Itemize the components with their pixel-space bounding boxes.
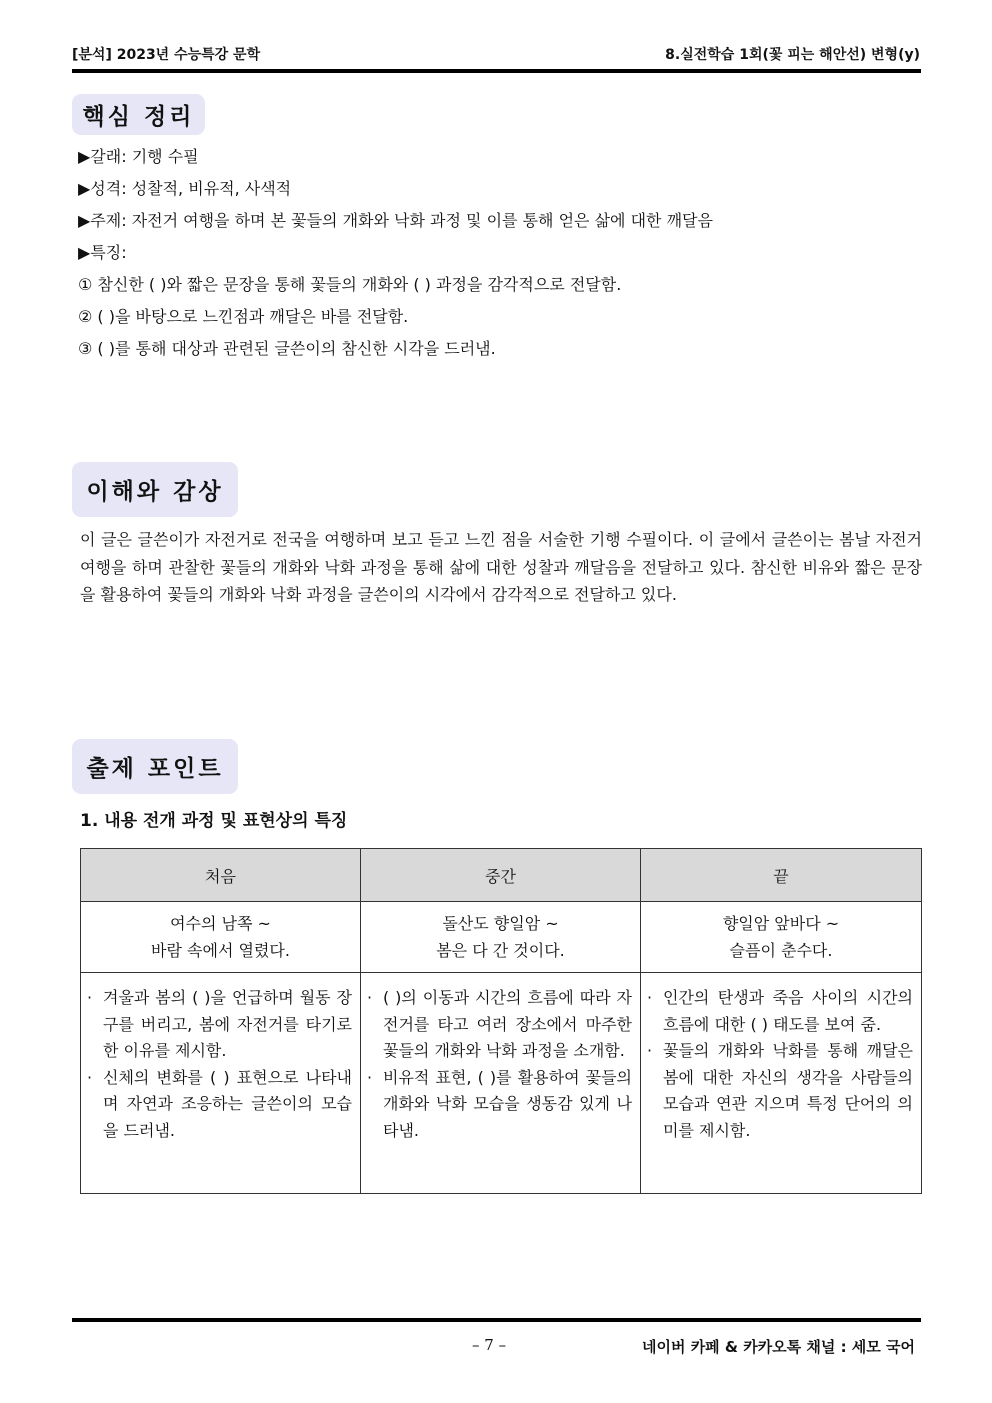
range-start: 향일암 앞바다 ~ <box>722 914 840 933</box>
page-header <box>72 44 920 66</box>
feature-bullet: · 인간의 탄생과 죽음 사이의 시간의 흐름에 대한 ( ) 태도를 보여 줌. <box>647 985 913 1038</box>
section-title-points: 출제 포인트 <box>72 739 238 794</box>
bullet-mark: · <box>647 1041 653 1060</box>
summary-character: ▶성격: 성찰적, 비유적, 사색적 <box>78 179 292 198</box>
range-cell-middle <box>361 902 641 973</box>
bullet-mark: · <box>367 988 373 1007</box>
section-title-summary: 핵심 정리 <box>72 94 205 135</box>
range-cell-end <box>641 902 922 973</box>
points-subheading: 1. 내용 전개 과정 및 표현상의 특징 <box>80 811 348 831</box>
bullet-mark: · <box>87 1067 93 1087</box>
bullet-mark: · <box>87 988 93 1007</box>
footer-channel: 네이버 카페 & 카카오톡 채널 : 세모 국어 <box>642 1338 915 1356</box>
header-right-title: 8.실전학습 1회(꽃 피는 해안선) 변형(y) <box>665 47 920 63</box>
table-header-row <box>81 849 922 902</box>
feature-bullet: · 신체의 변화를 ( ) 표현으로 나타내며 자연과 조응하는 글쓴이의 모습을 드러냄. <box>87 1065 352 1145</box>
feature-bullet: · 꽃들의 개화와 낙화를 통해 깨달은 봄에 대한 자신의 생각을 사람들의 모습과 연관 지으며 특정 단어의 의미를 제시함. <box>647 1038 913 1144</box>
summary-feature-3: ③ ( )를 통해 대상과 관련된 글쓴이의 참신한 시각을 드러냄. <box>78 339 496 358</box>
structure-table <box>80 848 922 1194</box>
table-feature-row <box>81 973 922 1194</box>
footer-rule <box>72 1318 921 1322</box>
table-range-row <box>81 902 922 973</box>
feature-cell-middle <box>361 973 641 1194</box>
feature-bullet: · 비유적 표현, ( )를 활용하여 꽃들의 개화와 낙화 모습을 생동감 있게 나타냄. <box>367 1065 632 1145</box>
range-end: 슬픔이 춘수다. <box>729 941 833 960</box>
header-cell-beginning: 처음 <box>81 849 361 902</box>
range-start: 돌산도 향일암 ~ <box>442 914 559 933</box>
feature-bullet: · 겨울과 봄의 ( )을 언급하며 월동 장구를 버리고, 봄에 자전거를 타기로 한 이유를 제시함. <box>87 985 352 1065</box>
range-start: 여수의 남쪽 ~ <box>170 914 271 933</box>
bullet-mark: · <box>367 1067 373 1087</box>
header-cell-end: 끝 <box>641 849 922 902</box>
range-end: 봄은 다 간 것이다. <box>436 941 565 960</box>
summary-feature-1: ① 참신한 ( )와 짧은 문장을 통해 꽃들의 개화와 ( ) 과정을 감각적으로 전달함. <box>78 275 622 294</box>
feature-cell-beginning <box>81 973 361 1194</box>
header-left-title: [분석] 2023년 수능특강 문학 <box>72 47 261 63</box>
summary-genre: ▶갈래: 기행 수필 <box>78 147 199 166</box>
header-rule <box>72 69 921 73</box>
header-cell-middle: 중간 <box>361 849 641 902</box>
bullet-mark: · <box>647 988 653 1007</box>
section-title-appreciation: 이해와 감상 <box>72 462 238 517</box>
range-end: 바람 속에서 열렸다. <box>151 941 290 960</box>
feature-cell-end <box>641 973 922 1194</box>
page-number: – 7 – <box>472 1336 507 1354</box>
summary-list <box>78 144 918 368</box>
summary-feature-2: ② ( )을 바탕으로 느낀점과 깨달은 바를 전달함. <box>78 307 409 326</box>
summary-features-label: ▶특징: <box>78 243 127 262</box>
appreciation-paragraph: 이 글은 글쓴이가 자전거로 전국을 여행하며 보고 듣고 느낀 점을 서술한 기행 수필이다. 이 글에서 글쓴이는 봄날 자전거 여행을 하며 관찰한 꽃들의 개화와 낙화 과정을 통해 삶에 대한 성찰과 깨달음을 전달하고 있다. 참신한 비유와 짧은 문장을 활용하여 꽃들의 개화와 낙화 과정을 글쓴이의 시각에서 감각적으로 전달하고 있다. <box>80 530 922 604</box>
feature-bullet: · ( )의 이동과 시간의 흐름에 따라 자전거를 타고 여러 장소에서 마주한 꽃들의 개화와 낙화 과정을 소개함. <box>367 985 632 1065</box>
summary-theme: ▶주제: 자전거 여행을 하며 본 꽃들의 개화와 낙화 과정 및 이를 통해 얻은 삶에 대한 깨달음 <box>78 211 713 230</box>
range-cell-beginning <box>81 902 361 973</box>
